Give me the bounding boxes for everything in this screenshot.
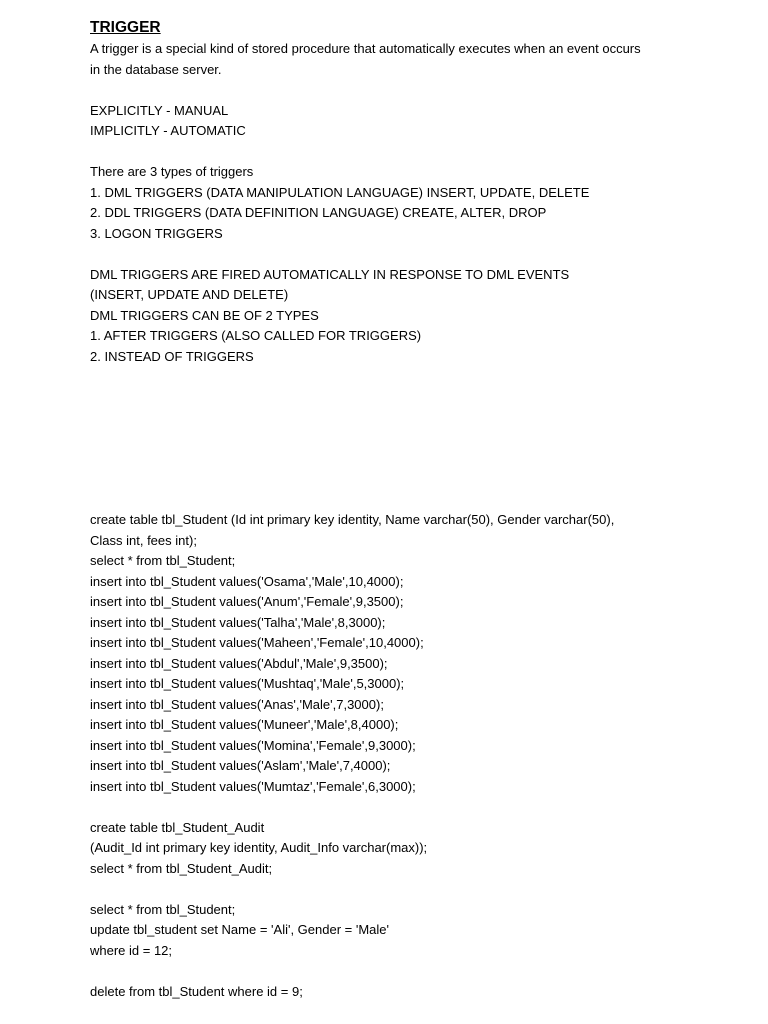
code-line: delete from tbl_Student where id = 9; xyxy=(90,983,303,999)
code-line: insert into tbl_Student values('Mushtaq','Male',5,3000); xyxy=(90,676,405,691)
text-line: DML TRIGGERS CAN BE OF 2 TYPES xyxy=(90,307,319,323)
code-line: Class int, fees int); xyxy=(90,532,197,548)
code-line: insert into tbl_Student values('Anum','Female',9,3500); xyxy=(90,594,404,609)
code-line: insert into tbl_Student values('Mumtaz','Female',6,3000); xyxy=(90,778,416,794)
code-line: select * from tbl_Student; xyxy=(90,553,236,568)
text-line: in the database server. xyxy=(90,61,222,77)
code-line: create table tbl_Student_Audit xyxy=(90,819,265,835)
document-body xyxy=(90,17,690,1002)
document-title: TRIGGER xyxy=(90,19,161,36)
dml-paragraph xyxy=(90,265,690,368)
text-line: 1. AFTER TRIGGERS (ALSO CALLED FOR TRIGGERS) xyxy=(90,328,422,343)
types-paragraph xyxy=(90,162,690,244)
code-line: select * from tbl_Student_Audit; xyxy=(90,860,273,876)
text-line: 1. DML TRIGGERS (DATA MANIPULATION LANGUAGE) INSERT, UPDATE, DELETE xyxy=(90,184,590,200)
text-line: A trigger is a special kind of stored procedure that automatically executes when an event occurs xyxy=(90,41,641,56)
code-line: insert into tbl_Student values('Abdul','Male',9,3500); xyxy=(90,655,388,671)
code-line: insert into tbl_Student values('Muneer','Male',8,4000); xyxy=(90,717,399,732)
audit-sql-block xyxy=(90,818,690,880)
code-line: insert into tbl_Student values('Momina','Female',9,3000); xyxy=(90,737,416,753)
text-line: DML TRIGGERS ARE FIRED AUTOMATICALLY IN RESPONSE TO DML EVENTS xyxy=(90,266,570,282)
code-line: update tbl_student set Name = 'Ali', Gender = 'Male' xyxy=(90,922,389,937)
text-line: 2. DDL TRIGGERS (DATA DEFINITION LANGUAGE) CREATE, ALTER, DROP xyxy=(90,205,547,220)
modes-paragraph xyxy=(90,101,690,142)
text-line: (INSERT, UPDATE AND DELETE) xyxy=(90,287,289,302)
code-line: create table tbl_Student (Id int primary key identity, Name varchar(50), Gender varchar(50), xyxy=(90,512,615,527)
text-line: EXPLICITLY - MANUAL xyxy=(90,102,229,118)
code-line: insert into tbl_Student values('Anas','Male',7,3000); xyxy=(90,696,384,712)
code-line: select * from tbl_Student; xyxy=(90,901,236,917)
code-line: insert into tbl_Student values('Maheen','Female',10,4000); xyxy=(90,635,424,650)
text-line: 2. INSTEAD OF TRIGGERS xyxy=(90,348,254,364)
text-line: There are 3 types of triggers xyxy=(90,164,254,179)
intro-paragraph xyxy=(90,39,690,80)
student-sql-block xyxy=(90,510,690,797)
code-line: (Audit_Id int primary key identity, Audit_Info varchar(max)); xyxy=(90,840,428,855)
code-line: where id = 12; xyxy=(90,942,173,958)
delete-sql-block xyxy=(90,982,690,1003)
text-line: IMPLICITLY - AUTOMATIC xyxy=(90,123,246,138)
update-sql-block xyxy=(90,900,690,962)
code-line: insert into tbl_Student values('Talha','Male',8,3000); xyxy=(90,614,386,630)
code-line: insert into tbl_Student values('Aslam','Male',7,4000); xyxy=(90,758,391,773)
code-line: insert into tbl_Student values('Osama','Male',10,4000); xyxy=(90,573,404,589)
text-line: 3. LOGON TRIGGERS xyxy=(90,225,223,241)
